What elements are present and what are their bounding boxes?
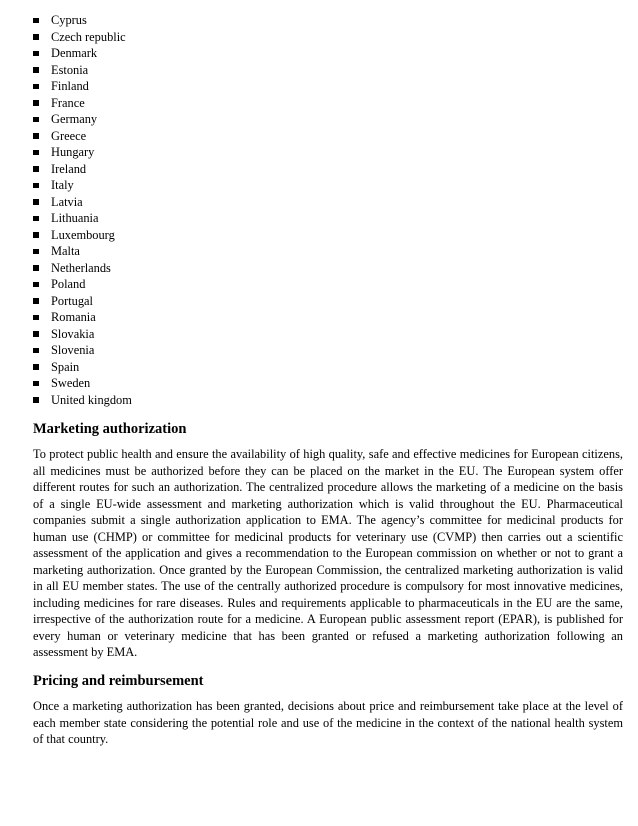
list-item-label: Greece bbox=[51, 128, 87, 143]
list-item-label: Germany bbox=[51, 112, 98, 126]
list-item bbox=[33, 392, 132, 409]
list-item-label: Romania bbox=[51, 310, 96, 324]
square-bullet-icon bbox=[33, 298, 39, 304]
list-item-label: Denmark bbox=[51, 46, 98, 60]
square-bullet-icon bbox=[33, 199, 39, 205]
list-item bbox=[33, 326, 132, 343]
square-bullet-icon bbox=[33, 381, 39, 387]
section-heading-marketing-authorization: Marketing authorization bbox=[33, 421, 187, 437]
list-item-label: Finland bbox=[51, 79, 89, 93]
paragraph-marketing-authorization: To protect public health and ensure the availability of high quality, safe and effective medicines for European citizens, all medicines must be authorized before they can be placed on the market in the EU. The European system offer different routes for such an authorization. The centralized procedure allows the marketing of a medicine on the basis of a single EU-wide assessment and marketing authorization which is valid throughout the EU. Pharmaceutical companies submit a single authorization application to EMA. The agency’s committee for medicinal products for human use (CHMP) or committee for medicinal products for veterinary use (CVMP) then carries out a scientific assessment of the application and gives a recommendation to the European commission on whether or not to grant a marketing authorization. Once granted by the European Commission, the centralized marketing authorization is valid in all EU member states. The use of the centrally authorized procedure is compulsory for most innovative medicines, including medicines for rare diseases. Rules and requirements applicable to pharmaceuticals in the EU are the same, irrespective of the authorization route for a medicine. A European public assessment report (EPAR), is published for every human or veterinary medicine that has been granted or refused a marketing authorization following an assessment by EMA. bbox=[33, 447, 623, 659]
list-item bbox=[33, 144, 132, 161]
section-heading-pricing-reimbursement: Pricing and reimbursement bbox=[33, 673, 204, 689]
list-item-label: Portugal bbox=[51, 293, 93, 308]
list-item bbox=[33, 309, 132, 326]
paragraph-pricing-reimbursement: Once a marketing authorization has been granted, decisions about price and reimbursement take place at the level of each member state considering the potential role and use of the medicine in the context of the national health system of that country. bbox=[33, 699, 623, 746]
list-item bbox=[33, 45, 132, 62]
list-item-label: Luxembourg bbox=[51, 227, 115, 242]
square-bullet-icon bbox=[33, 67, 39, 73]
list-item bbox=[33, 177, 132, 194]
square-bullet-icon bbox=[33, 183, 39, 189]
list-item bbox=[33, 375, 132, 392]
list-item-label: Lithuania bbox=[51, 211, 99, 225]
list-item-label: Hungary bbox=[51, 145, 95, 159]
list-item bbox=[33, 342, 132, 359]
list-item bbox=[33, 243, 132, 260]
list-item-label: Malta bbox=[51, 244, 80, 258]
list-item bbox=[33, 293, 132, 310]
square-bullet-icon bbox=[33, 34, 39, 40]
square-bullet-icon bbox=[33, 364, 39, 370]
square-bullet-icon bbox=[33, 232, 39, 238]
square-bullet-icon bbox=[33, 133, 39, 139]
square-bullet-icon bbox=[33, 249, 39, 255]
square-bullet-icon bbox=[33, 100, 39, 106]
list-item bbox=[33, 260, 132, 277]
list-item bbox=[33, 29, 132, 46]
list-item-label: Estonia bbox=[51, 62, 89, 77]
square-bullet-icon bbox=[33, 348, 39, 354]
list-item bbox=[33, 12, 132, 29]
list-item-label: Netherlands bbox=[51, 260, 111, 275]
square-bullet-icon bbox=[33, 150, 39, 156]
list-item-label: Cyprus bbox=[51, 13, 87, 27]
list-item bbox=[33, 359, 132, 376]
list-item-label: Slovakia bbox=[51, 326, 95, 341]
list-item-label: Czech republic bbox=[51, 29, 126, 44]
square-bullet-icon bbox=[33, 18, 39, 24]
list-item bbox=[33, 111, 132, 128]
list-item bbox=[33, 194, 132, 211]
country-list bbox=[33, 12, 132, 408]
list-item bbox=[33, 78, 132, 95]
square-bullet-icon bbox=[33, 51, 39, 57]
list-item bbox=[33, 62, 132, 79]
square-bullet-icon bbox=[33, 84, 39, 90]
list-item bbox=[33, 95, 132, 112]
list-item bbox=[33, 276, 132, 293]
square-bullet-icon bbox=[33, 265, 39, 271]
square-bullet-icon bbox=[33, 397, 39, 403]
square-bullet-icon bbox=[33, 166, 39, 172]
list-item-label: Spain bbox=[51, 359, 80, 374]
list-item-label: Latvia bbox=[51, 194, 83, 209]
square-bullet-icon bbox=[33, 117, 39, 123]
list-item-label: Sweden bbox=[51, 376, 91, 390]
list-item bbox=[33, 128, 132, 145]
square-bullet-icon bbox=[33, 331, 39, 337]
square-bullet-icon bbox=[33, 315, 39, 321]
list-item-label: Poland bbox=[51, 277, 86, 291]
list-item-label: Ireland bbox=[51, 161, 87, 176]
square-bullet-icon bbox=[33, 282, 39, 288]
list-item bbox=[33, 227, 132, 244]
list-item-label: Italy bbox=[51, 178, 74, 192]
list-item-label: United kingdom bbox=[51, 392, 132, 407]
list-item bbox=[33, 210, 132, 227]
list-item-label: Slovenia bbox=[51, 343, 95, 357]
square-bullet-icon bbox=[33, 216, 39, 222]
list-item bbox=[33, 161, 132, 178]
list-item-label: France bbox=[51, 95, 85, 110]
